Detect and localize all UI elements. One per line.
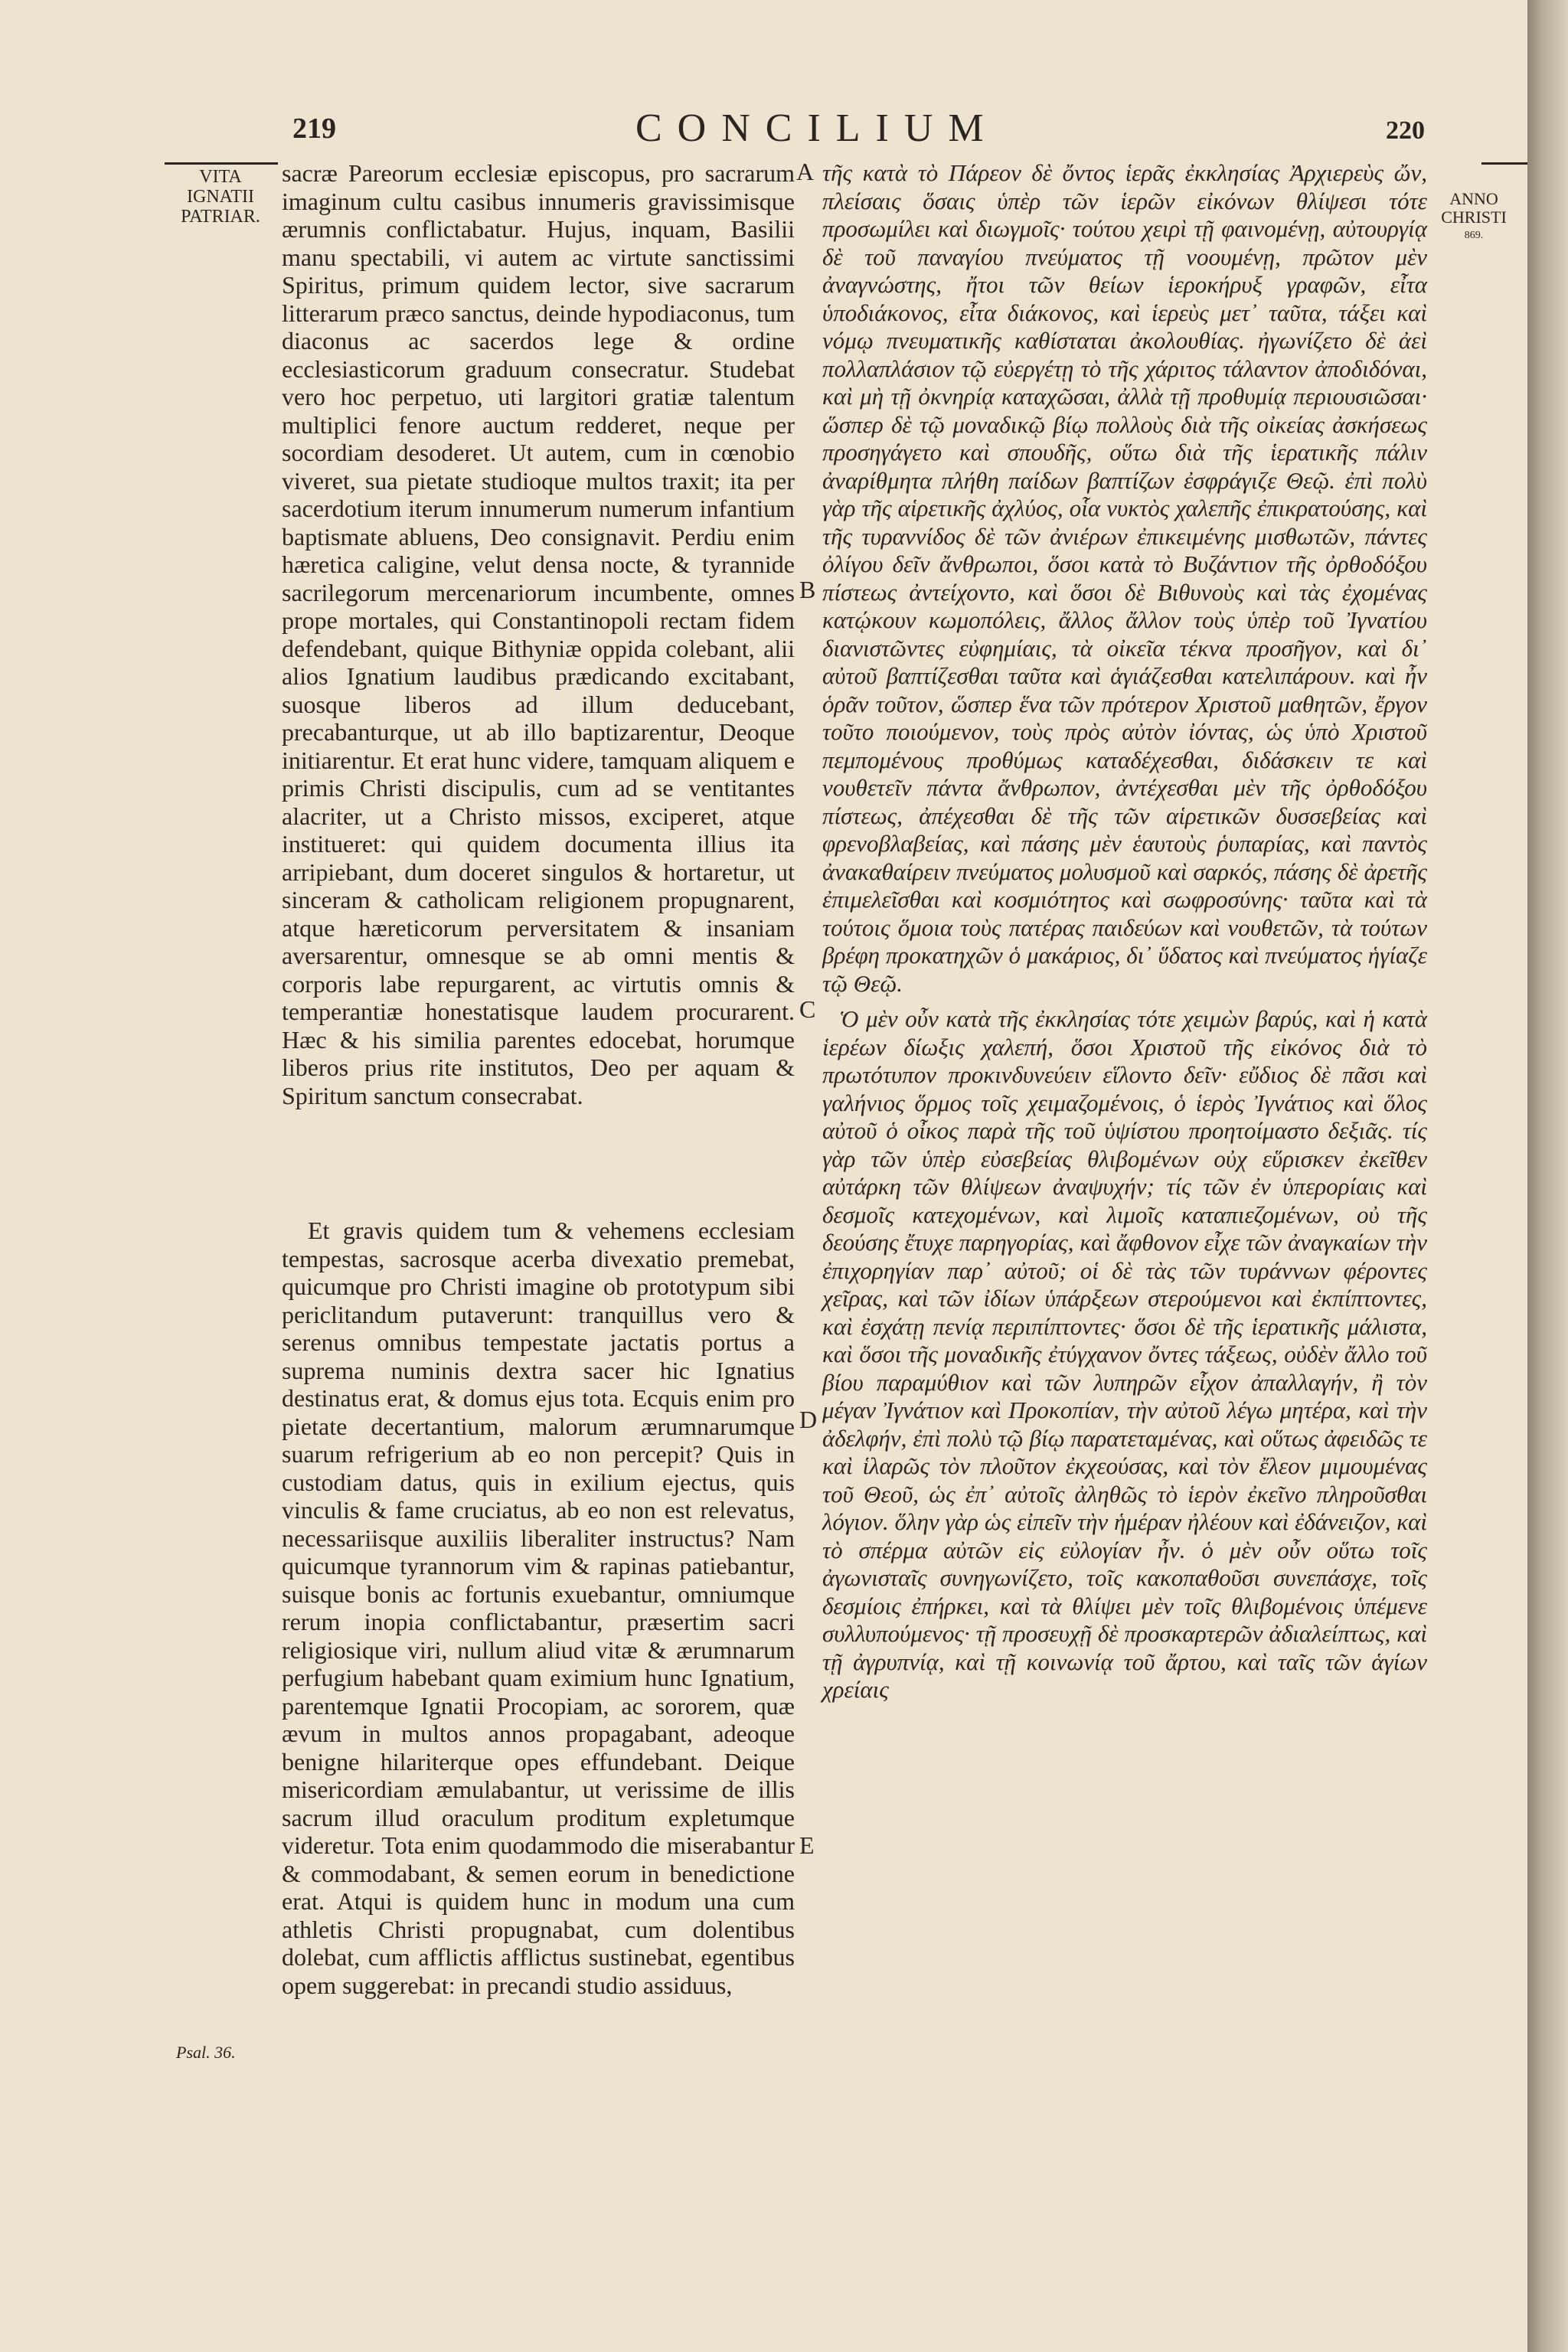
section-marker-b: B (799, 576, 816, 603)
section-marker-a: A (796, 158, 815, 185)
header-rule-right (1481, 162, 1527, 165)
page-number-right: 220 (1386, 116, 1425, 145)
margin-anno-year: 869. (1464, 230, 1484, 241)
section-marker-c: C (799, 995, 816, 1023)
margin-note-left: VITA IGNATII PATRIAR. (181, 167, 260, 227)
section-marker-e: E (799, 1831, 815, 1859)
latin-paragraph-1: sacræ Pareorum ecclesiæ episcopus, pro sacrarum imaginum cultu casibus innumeris gravissimisque ærumnis conflictabatur. Hujus, inquam, Basilii manu spectabili, vi autem ac virtute sanctissimi Spiritus, primum quidem lector, sive sacrarum litterarum præco sanctus, deinde hypodiaconus, tum diaconus ac sacerdos lege & ordine ecclesiasticorum graduum consecratur. Studebat vero hoc perpetuo, uti largitori gratiæ talentum multiplici fenore auctum redderet, neque per socordiam desoderet. Ut autem, cum in cœnobio viveret, sua pietate studioque multos traxit; ita per sacerdotium iterum innumerum numerum infantium baptismate abluens, Deo consignavit. Perdiu enim hæretica caligine, velut densa nocte, & tyrannide sacrilegorum mercenariorum incumbente, omnes prope mortales, qui Constantinopoli rectam fidem defendebant, quique Bithyniæ oppida colebant, alii alios Ignatium laudibus prædicando excitabant, suosque liberos ad illum deducebant, precabanturque, ut ab illo baptizarentur, Deoque initiarentur. Et erat hunc videre, tamquam aliquem e primis Christi discipulis, cum ad se ventitantes alacriter, ut a Christo missos, exciperet, atque institueret: qui quidem documenta illius ita arripiebant, dum doceret singulos & hortaretur, ut sinceram & catholicam religionem propugnarent, atque hæreticorum perversitatem & insaniam aversarentur, omnesque se ab omni mentis & corporis labe repurgarent, ac virtutis omnis & temperantiæ honestatisque laudem procurarent. Hæc & his similia parentes edocebat, horumque liberos prius rite institutos, Deo per aquam & Spiritum sanctum consecrabat. (282, 159, 795, 1109)
page-header (0, 106, 1527, 152)
greek-paragraph-1: τῆς κατὰ τὸ Πάρεον δὲ ὄντος ἱερᾶς ἐκκλησίας Ἀρχιερεὺς ὤν, πλείσαις ὅσαις ὑπὲρ τῶν ἱερῶν εἰκόνων θλίψεσι τότε προσωμίλει καὶ διωγμοῖς· τούτου χειρὶ τῇ φαινομένῃ, αὐτουργίᾳ δὲ τοῦ παναγίου πνεύματος τῇ νοουμένῃ, πρῶτον μὲν ἀναγνώστης, ἤτοι τῶν θείων ἱεροκήρυξ γραφῶν, εἶτα ὑποδιάκονος, εἶτα διάκονος, καὶ ἱερεὺς μετ᾿ ταῦτα, τάξει καὶ νόμῳ πνευματικῆς καθίσταται ἀκολουθίας. ἠγωνίζετο δὲ ἀεὶ πολλαπλάσιον τῷ εὐεργέτῃ τὸ τῆς χάριτος τάλαντον ἀποδιδόναι, καὶ μὴ τῇ ὀκνηρίᾳ καταχῶσαι, ἀλλὰ τῇ προθυμίᾳ περιουσιῶσαι· ὥσπερ δὲ τῷ μοναδικῷ βίῳ πολλοὺς διὰ τῆς οἰκείας ἀσκήσεως προσηγάγετο καὶ σπουδῆς, οὕτω διὰ τῆς ἱερατικῆς πάλιν ἀναρίθμητα πλήθη παίδων βαπτίζων ἐσφράγιζε Θεῷ. ἐπὶ πολὺ γὰρ τῆς αἱρετικῆς ἀχλύος, οἷα νυκτὸς χαλεπῆς ἐπικρατούσης, καὶ τῆς τυραννίδος δὲ τῶν ἀνιέρων ἐπικειμένης μισθωτῶν, πάντες ὀλίγου δεῖν ἄνθρωποι, ὅσοι κατὰ τὸ Βυζάντιον τῆς ὀρθοδόξου πίστεως ἀντείχοντο, καὶ ὅσοι δὲ Βιθυνοὺς καὶ τὰς ἐχομένας κατῴκουν κωμοπόλεις, ἄλλος ἄλλον τοὺς ὑπὲρ τοῦ Ἰγνατίου διανιστῶντες εὐφημίαις, τὰ οἰκεῖα τέκνα προσῆγον, καὶ δι᾿ αὐτοῦ βαπτίζεσθαι ταῦτα καὶ ἁγιάζεσθαι κατελιπάρουν. καὶ ἦν ὁρᾶν τοῦτον, ὥσπερ ἕνα τῶν πρότερον Χριστοῦ μαθητῶν, ἔργον τοῦτο ποιούμενον, τοὺς πρὸς αὐτὸν ἰόντας, ὡς ὑπὸ Χριστοῦ πεμπομένους προθύμως καταδέχεσθαι, διδάσκειν τε καὶ νουθετεῖν πάντα ἄνθρωπον, ἀντέχεσθαι μὲν τῆς ὀρθοδόξου πίστεως, ἀπέχεσθαι δὲ τῆς τῶν αἱρετικῶν δυσσεβείας καὶ φρενοβλαβείας, καὶ πάσης μὲν ἑαυτοὺς ῥυπαρίας, καὶ παντὸς ἀνακαθαίρειν πνεύματος μολυσμοῦ καὶ σαρκός, πάσης δὲ ἀρετῆς ἐπιμελεῖσθαι καὶ κοσμιότητος καὶ σωφροσύνης· ταῦτα καὶ τὰ τούτοις ὅμοια τοὺς πατέρας παιδεύων καὶ νουθετῶν, τὰ τούτων βρέφη προκατηχῶν ὁ μακάριος, δι᾿ ὕδατος καὶ πνεύματος ἡγίαζε τῷ Θεῷ. (822, 159, 1427, 997)
page-number-left: 219 (292, 113, 336, 145)
header-rule-left (165, 162, 278, 165)
latin-paragraph-2: Et gravis quidem tum & vehemens ecclesiam tempestas, sacrosque acerba divexatio premebat, quicumque pro Christi imagine ob prototypum sibi periclitandum putaverunt: tranquillus vero & serenus omnibus tempestate jactatis portus a suprema numinis dextra sacer hic Ignatius destinatus erat, & domus ejus tota. Ecquis enim pro pietate decertantium, malorum ærumnarumque suarum refrigerium ab eo non percepit? Quis in custodiam datus, quis in exilium ejectus, quis vinculis & fame cruciatus, ab eo non est relevatus, necessariisque auxiliis liberaliter instructus? Nam quicumque tyrannorum vim & rapinas patiebantur, suisque bonis ac fortunis exuebantur, omniumque rerum inopia conflictabantur, præsertim sacri religiosique viri, nullum aliud vitæ & ærumnarum perfugium habebant quam eximium hunc Ignatium, parentemque Ignatii Procopiam, ac sororem, quæ ævum in multos annos propagabant, adeoque benigne hilariterque opes effundebant. Deique misericordiam æmulabantur, ut verissime de illis sacrum illud oraculum proditum expletumque videretur. Tota enim quodammodo die miserabantur & commodabant, & semen eorum in benedictione erat. Atqui is quidem hunc in modum una cum athletis Christi propugnabat, cum dolentibus dolebat, cum afflictis afflictus sustinebat, egentibus opem suggerebat: in precandi studio assiduus, (282, 1217, 795, 1999)
greek-paragraph-2: Ὁ μὲν οὖν κατὰ τῆς ἐκκλησίας τότε χειμὼν βαρύς, καὶ ἡ κατὰ ἱερέων δίωξις χαλεπή, ὅσοι Χριστοῦ τῆς εἰκόνος διὰ τὸ πρωτότυπον προκινδυνεύειν εἵλοντο δεῖν· εὔδιος δὲ πᾶσι καὶ γαλήνιος ὅρμος τοῖς χειμαζομένοις, ὁ ἱερὸς Ἰγνάτιος καὶ ὅλος αὐτοῦ ὁ οἶκος παρὰ τῆς τοῦ ὑψίστου προητοίμαστο δεξιᾶς. τίς γὰρ τῶν ὑπὲρ εὐσεβείας θλιβομένων οὐχ εὕρισκεν ἐκεῖθεν αὐτάρκη τῶν θλίψεων ἀναψυχήν; τίς τῶν ἐν ὑπερορίαις καὶ δεσμοῖς κατεχομένων, καὶ λιμοῖς καταπιεζομένων, οὐ τῆς δεούσης ἔτυχε παρηγορίας, καὶ ἄφθονον εἶχε τῶν ἀναγκαίων τὴν ἐπιχορηγίαν παρ᾿ αὐτοῦ; οἱ δὲ τὰς τῶν τυράννων φέροντες χεῖρας, καὶ τῶν ἰδίων ὑπάρξεων στερούμενοι καὶ ἐκπίπτοντες, καὶ ἐσχάτῃ πενίᾳ περιπίπτοντες· ὅσοι δὲ τῆς ἱερατικῆς μάλιστα, καὶ ὅσοι τῆς μοναδικῆς ἐτύγχανον ὄντες τάξεως, οὐδὲν ἄλλο τοῦ βίου παραμύθιον καὶ τῶν λυπηρῶν εἶχον ἀπαλλαγήν, ἢ τὸν μέγαν Ἰγνάτιον καὶ Προκοπίαν, τὴν αὐτοῦ λέγω μητέρα, καὶ τὴν ἀδελφήν, ἐπὶ πολὺ τῷ βίῳ παρατεταμένας, καὶ οὕτως ἀφειδῶς τε καὶ ἱλαρῶς τὸν πλοῦτον ἐκχεούσας, καὶ τὸν ἔλεον μιμουμένας τοῦ Θεοῦ, ὡς ἐπ᾿ αὐτοῖς ἀληθῶς τὸ ἱερὸν ἐκεῖνο πληροῦσθαι λόγιον. ὅλην γὰρ ὡς εἰπεῖν τὴν ἡμέραν ἠλέουν καὶ ἐδάνειζον, καὶ τὸ σπέρμα αὐτῶν εἰς εὐλογίαν ἦν. ὁ μὲν οὖν οὕτω τοῖς ἀγωνισταῖς συνηγωνίζετο, τοῖς κακοπαθοῦσι συνεπάσχε, τοῖς δεσμίοις ἐπήρκει, καὶ τὰ θλίψει μὲν τοῖς θλιβομένοις ὑπέμενε συλλυπούμενος· τῇ προσευχῇ δὲ προσκαρτερῶν ἀδιαλείπτως, καὶ τῇ ἀγρυπνίᾳ, καὶ τῇ κοινωνίᾳ τοῦ ἄρτου, καὶ ταῖς τῶν ἁγίων χρείαις (822, 1005, 1427, 1703)
margin-note-right (1432, 190, 1516, 245)
running-title: CONCILIUM (635, 106, 999, 150)
psalm-reference: Psal. 36. (176, 2043, 236, 2062)
latin-column (282, 159, 795, 1999)
section-marker-d: D (799, 1406, 818, 1433)
greek-column (822, 159, 1427, 1704)
margin-anno-label: ANNO CHRISTI (1441, 189, 1507, 227)
facing-page-edge (1527, 0, 1568, 2352)
